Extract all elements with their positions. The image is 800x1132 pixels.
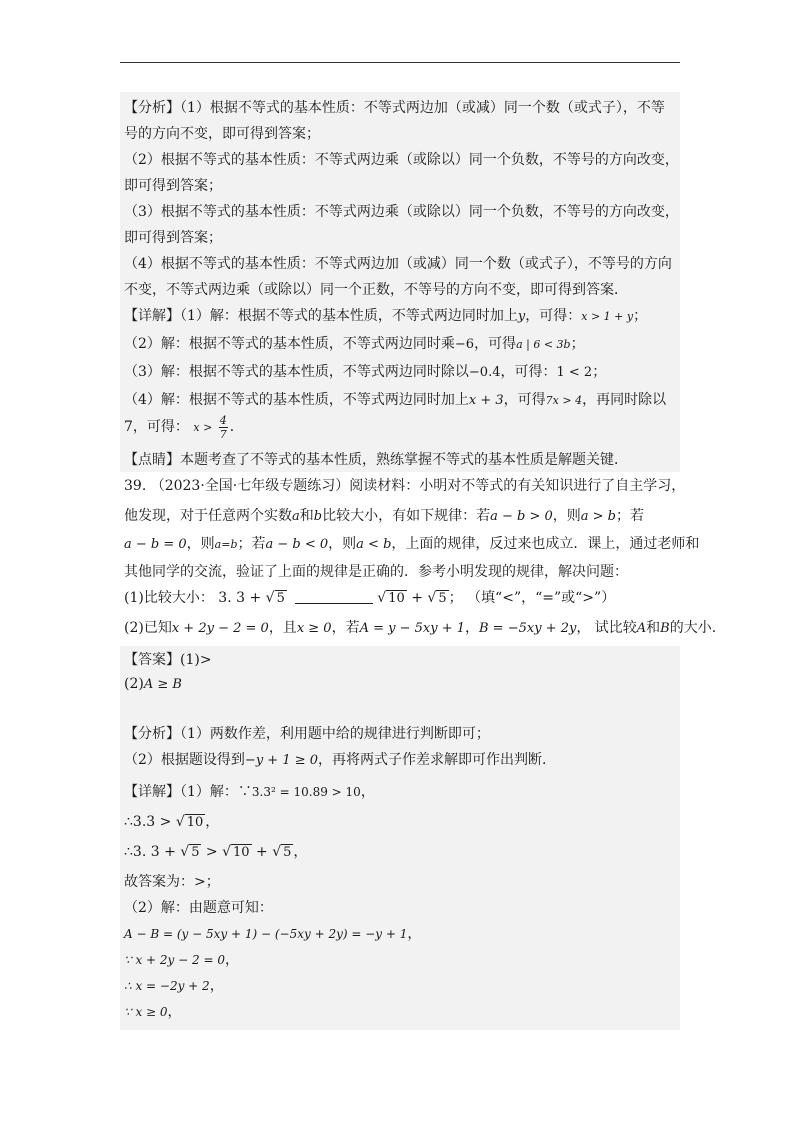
detail-line-5 bbox=[124, 412, 680, 443]
detail2-l7-expr: ∵ x + 2y − 2 = 0 bbox=[124, 953, 225, 967]
detail-4-text: （4）解：根据不等式的基本性质，不等式两边同时加上 bbox=[124, 392, 469, 408]
detail2-l6-end: ， bbox=[407, 926, 422, 942]
q39-p2-b: ，且 bbox=[268, 620, 297, 636]
detail2-line-1 bbox=[124, 782, 680, 802]
analysis-line-4: 即可得到答案； bbox=[124, 178, 222, 194]
q39-p1-sqrt10: 10 bbox=[388, 591, 405, 606]
detail2-l2-sqrt10: 10 bbox=[186, 815, 204, 830]
detail-line-3 bbox=[124, 362, 680, 383]
q39-l3-h: ，上面的规律，反过来也成立．课上，通过老师和 bbox=[391, 536, 700, 552]
q39-l3-b: ，则 bbox=[186, 536, 215, 552]
fraction-denominator: 7 bbox=[219, 427, 227, 441]
answer-line-1: 【答案】(1)> bbox=[124, 652, 212, 668]
detail2-line-7 bbox=[124, 950, 680, 970]
q39-p2-f: ， 试比较 bbox=[576, 620, 637, 636]
q39-l3-f: ，则 bbox=[328, 536, 357, 552]
q39-p2-j: 的大小. bbox=[669, 620, 717, 636]
detail-3-mid: ，可得： bbox=[500, 364, 557, 380]
detail-2-expr: a | 6 < 3b bbox=[516, 338, 571, 351]
q39-l2-c: 和 bbox=[299, 508, 314, 524]
q39-l2-var-a: a bbox=[292, 509, 300, 524]
detail-4-expr: 7x > 4 bbox=[545, 394, 583, 407]
q39-l3-expr1: a − b = 0 bbox=[124, 537, 187, 552]
detail2-l1-a: 【详解】（1）解：∵ bbox=[124, 784, 252, 800]
q39-p2-var-b: B bbox=[660, 621, 670, 636]
detail2-line-8 bbox=[124, 976, 680, 996]
sqrt-icon: √ bbox=[175, 814, 185, 830]
detail2-l3-gt: > bbox=[201, 844, 223, 860]
detail2-l3-sqrt5: 5 bbox=[191, 845, 200, 860]
fraction-4-7 bbox=[219, 414, 228, 441]
q39-part-2 bbox=[124, 618, 717, 639]
detail-1-text: 【详解】（1）解：根据不等式的基本性质，不等式两边同时加上 bbox=[124, 308, 518, 324]
solution-block-38 bbox=[120, 92, 680, 472]
detail2-l7-end: ， bbox=[224, 952, 239, 968]
sqrt-icon: √ bbox=[427, 590, 437, 606]
detail-1-expr: x > 1 + y bbox=[581, 310, 634, 323]
comment-line: 【点睛】本题考查了不等式的基本性质，熟练掌握不等式的基本性质是解题关键． bbox=[124, 452, 628, 468]
analysis-line-2: 号的方向不变，即可得到答案； bbox=[124, 126, 320, 142]
sqrt-icon: √ bbox=[377, 590, 387, 606]
detail2-l9-expr: ∵ x ≥ 0 bbox=[124, 1005, 168, 1019]
q39-p2-var-a: A bbox=[636, 621, 647, 636]
detail-3-end: ； bbox=[592, 364, 607, 380]
answer-line-2 bbox=[124, 674, 680, 695]
answer-blank[interactable] bbox=[295, 589, 373, 604]
detail-5-lhs: x > bbox=[193, 421, 213, 434]
q39-part-1 bbox=[124, 588, 680, 608]
q39-line-2 bbox=[124, 506, 680, 527]
q39-p1-plus: + bbox=[406, 590, 428, 606]
detail2-l1-c: ， bbox=[360, 784, 375, 800]
detail2-l3-sqrt10: 10 bbox=[233, 845, 250, 860]
q39-l2-a: 他发现，对于任意两个实数 bbox=[124, 508, 292, 524]
analysis-line-5: （3）根据不等式的基本性质：不等式两边乘（或除以）同一个负数，不等号的方向改变， bbox=[124, 204, 679, 220]
q39-p2-eq2: x ≥ 0 bbox=[296, 621, 332, 636]
detail-5-text: 7，可得： bbox=[124, 419, 189, 435]
detail2-l2-c: ， bbox=[205, 814, 220, 830]
q39-l2-g: ，则 bbox=[552, 508, 581, 524]
q39-l2-i: ；若 bbox=[616, 508, 644, 524]
analysis-line-7: （4）根据不等式的基本性质：不等式两边加（或减）同一个数（或式子），不等号的方向 bbox=[124, 256, 672, 272]
q39-p2-eq1: x + 2y − 2 = 0 bbox=[171, 621, 269, 636]
q39-line-3 bbox=[124, 534, 700, 555]
q39-p2-eq4: B = −5xy + 2y bbox=[479, 621, 577, 636]
q39-l3-expr3: a − b < 0 bbox=[265, 537, 329, 552]
q39-p1-a: (1)比较大小： 3. 3 + bbox=[124, 590, 266, 606]
detail-line-1 bbox=[124, 306, 680, 327]
detail-2-num: −6 bbox=[454, 337, 475, 352]
answer-l2-expr: A ≥ B bbox=[143, 677, 182, 692]
detail2-line-6 bbox=[124, 924, 680, 944]
detail2-l1-expr: 3.3² = 10.89 > 10 bbox=[251, 785, 361, 799]
detail2-line-5: （2）解：由题意可知： bbox=[124, 900, 273, 916]
detail-3-expr: 1 < 2 bbox=[556, 365, 593, 380]
detail-1-end: ； bbox=[633, 308, 648, 324]
analysis2-line-2 bbox=[124, 750, 680, 771]
detail2-l8-end: ， bbox=[209, 978, 224, 994]
q39-p2-h: 和 bbox=[646, 620, 661, 636]
q39-l3-expr4: a < b bbox=[356, 537, 392, 552]
detail-4-var: x + 3 bbox=[468, 393, 504, 408]
detail2-l6-expr: A − B = (y − 5xy + 1) − (−5xy + 2y) = −y + 1 bbox=[124, 927, 408, 941]
sqrt-icon: √ bbox=[180, 844, 190, 860]
answer-l2-a: (2) bbox=[124, 676, 144, 692]
q39-line-4: 其他同学的交流，验证了上面的规律是正确的．参考小明发现的规律，解决问题： bbox=[124, 564, 628, 580]
detail-3-text: （3）解：根据不等式的基本性质，不等式两边同时除以 bbox=[124, 364, 469, 380]
detail2-line-3 bbox=[124, 842, 680, 862]
solution-block-39 bbox=[120, 646, 680, 1030]
detail-2-end: ； bbox=[570, 336, 585, 352]
detail2-l9-end: ， bbox=[167, 1004, 182, 1020]
detail2-l2-a: ∴3.3 > bbox=[124, 814, 176, 830]
detail-1-mid: ，可得： bbox=[525, 308, 582, 324]
q39-p2-c: ，若 bbox=[331, 620, 360, 636]
q39-line-1: 39. （2023·全国·七年级专题练习）阅读材料：小明对不等式的有关知识进行了自主学习， bbox=[124, 478, 686, 494]
detail-5-end: ． bbox=[229, 419, 244, 435]
detail2-line-2 bbox=[124, 812, 680, 832]
detail-2-mid: ，可得 bbox=[474, 336, 517, 352]
detail2-l3-sqrt5b: 5 bbox=[283, 845, 292, 860]
sqrt-icon: √ bbox=[265, 590, 275, 606]
detail-line-4 bbox=[124, 390, 680, 411]
q39-p2-a: (2)已知 bbox=[124, 620, 172, 636]
analysis-line-6: 即可得到答案； bbox=[124, 230, 222, 246]
question-39 bbox=[120, 474, 717, 644]
analysis2-line-1: 【分析】（1）两数作差，利用题中给的规律进行判断即可； bbox=[124, 726, 490, 742]
detail-4-end: ，再同时除以 bbox=[582, 392, 667, 408]
analysis-line-8: 不变，不等式两边乘（或除以）同一个正数，不等号的方向不变，即可得到答案． bbox=[124, 282, 628, 298]
detail-4-mid: ，可得 bbox=[503, 392, 546, 408]
detail-2-text: （2）解：根据不等式的基本性质，不等式两边同时乘 bbox=[124, 336, 455, 352]
analysis2-l2-a: （2）根据题设得到 bbox=[124, 752, 245, 768]
detail-1-var: y bbox=[517, 309, 526, 324]
q39-p2-eq3: A = y − 5xy + 1 bbox=[359, 621, 465, 636]
header-rule bbox=[120, 62, 680, 63]
detail-3-num: −0.4 bbox=[468, 365, 501, 380]
q39-p1-end: ； （填“<”，“=”或“>”） bbox=[448, 590, 616, 606]
q39-l2-var-b: b bbox=[313, 509, 323, 524]
detail-line-2 bbox=[124, 334, 680, 355]
analysis2-l2-c: ，再将两式子作差求解即可作出判断. bbox=[318, 752, 547, 768]
q39-p2-d: ， bbox=[465, 620, 479, 636]
q39-p1-sqrt5: 5 bbox=[276, 591, 285, 606]
q39-l3-expr2: a=b bbox=[214, 538, 238, 551]
sqrt-icon: √ bbox=[222, 844, 232, 860]
fraction-numerator: 4 bbox=[219, 413, 227, 427]
analysis-line-3: （2）根据不等式的基本性质：不等式两边乘（或除以）同一个负数，不等号的方向改变， bbox=[124, 152, 679, 168]
q39-l2-expr1: a − b > 0 bbox=[490, 509, 553, 524]
sqrt-icon: √ bbox=[272, 844, 282, 860]
q39-l2-e: 比较大小，有如下规律：若 bbox=[322, 508, 491, 524]
analysis2-l2-expr: −y + 1 ≥ 0 bbox=[244, 753, 319, 768]
detail2-l8-expr: ∴ x = −2y + 2 bbox=[124, 979, 210, 993]
detail2-line-4: 故答案为：>； bbox=[124, 874, 220, 890]
detail2-l3-a: ∴3. 3 + bbox=[124, 844, 181, 860]
analysis-line-1: 【分析】（1）根据不等式的基本性质：不等式两边加（或减）同一个数（或式子），不等 bbox=[124, 100, 665, 116]
detail2-l3-end: ， bbox=[293, 844, 308, 860]
q39-l2-expr2: a > b bbox=[580, 509, 616, 524]
detail2-l3-plus: + bbox=[251, 844, 273, 860]
q39-p1-sqrt5b: 5 bbox=[438, 591, 447, 606]
detail2-line-9 bbox=[124, 1002, 680, 1022]
q39-l3-d: ；若 bbox=[237, 536, 266, 552]
